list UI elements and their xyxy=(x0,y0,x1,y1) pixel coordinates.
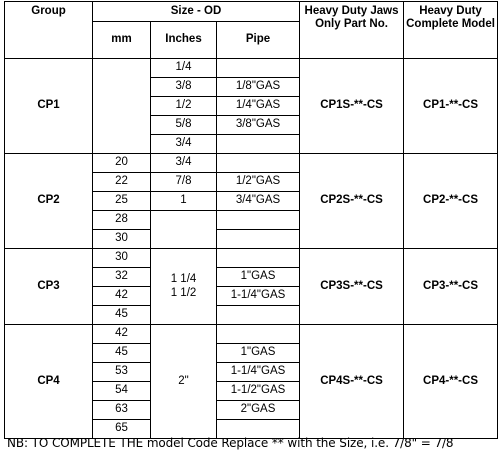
header-pipe: Pipe xyxy=(217,22,300,59)
header-complete-model: Heavy Duty Complete Model xyxy=(404,2,498,59)
pipe-cell xyxy=(217,135,300,154)
group-cp3: CP3 xyxy=(5,249,93,325)
mm-cell: 28 xyxy=(93,211,151,230)
model-cp3: CP3-**-CS xyxy=(404,249,498,325)
pipe-cell: 3/8"GAS xyxy=(217,116,300,135)
mm-cell: 20 xyxy=(93,154,151,173)
part-cp3: CP3S-**-CS xyxy=(300,249,404,325)
mm-cell: 30 xyxy=(93,249,151,268)
mm-cell: 25 xyxy=(93,192,151,211)
pipe-cell: 1"GAS xyxy=(217,268,300,287)
pipe-cell: 1-1/4"GAS xyxy=(217,363,300,382)
pipe-cell xyxy=(217,249,300,268)
mm-cell: 32 xyxy=(93,268,151,287)
inch-cell xyxy=(151,211,217,249)
pipe-cell: 1-1/4"GAS xyxy=(217,287,300,306)
pipe-cell: 2"GAS xyxy=(217,401,300,420)
inch-cell: 7/8 xyxy=(151,173,217,192)
pipe-cell xyxy=(217,154,300,173)
model-cp4: CP4-**-CS xyxy=(404,325,498,439)
header-size-od: Size - OD xyxy=(93,2,300,22)
inch-line: 1 1/2 xyxy=(170,286,197,299)
pipe-cell: 1/8"GAS xyxy=(217,78,300,97)
group-cp2: CP2 xyxy=(5,154,93,249)
mm-cell: 65 xyxy=(93,420,151,439)
header-jaws-part-no: Heavy Duty Jaws Only Part No. xyxy=(300,2,404,59)
size-table xyxy=(4,1,498,439)
mm-cell: 54 xyxy=(93,382,151,401)
mm-cell: 42 xyxy=(93,325,151,344)
inch-cell: 5/8 xyxy=(151,116,217,135)
inch-cell: 1/2 xyxy=(151,97,217,116)
model-cp2: CP2-**-CS xyxy=(404,154,498,249)
group-cp4: CP4 xyxy=(5,325,93,439)
pipe-cell xyxy=(217,306,300,325)
group-cp1: CP1 xyxy=(5,59,93,154)
model-cp1: CP1-**-CS xyxy=(404,59,498,154)
part-cp1: CP1S-**-CS xyxy=(300,59,404,154)
pipe-cell: 1/2"GAS xyxy=(217,173,300,192)
inch-cell: 1 xyxy=(151,192,217,211)
inch-cell-cp3 xyxy=(151,249,217,325)
mm-cell: 45 xyxy=(93,344,151,363)
inch-cell: 1/4 xyxy=(151,59,217,78)
footnote: NB: TO COMPLETE THE model Code Replace ** with the Size, i.e. 7/8" = 7/8 xyxy=(7,436,454,450)
pipe-cell: 3/4"GAS xyxy=(217,192,300,211)
mm-cell xyxy=(93,59,151,154)
mm-cell: 42 xyxy=(93,287,151,306)
mm-cell: 22 xyxy=(93,173,151,192)
header-group: Group xyxy=(5,2,93,59)
mm-cell: 63 xyxy=(93,401,151,420)
inch-line: 1 1/4 xyxy=(170,273,197,286)
mm-cell: 45 xyxy=(93,306,151,325)
header-mm: mm xyxy=(93,22,151,59)
pipe-cell: 1-1/2"GAS xyxy=(217,382,300,401)
inch-cell: 3/4 xyxy=(151,135,217,154)
header-inches: Inches xyxy=(151,22,217,59)
part-cp2: CP2S-**-CS xyxy=(300,154,404,249)
pipe-cell: 1/4"GAS xyxy=(217,97,300,116)
pipe-cell xyxy=(217,59,300,78)
pipe-cell: 1"GAS xyxy=(217,344,300,363)
inch-cell: 3/4 xyxy=(151,154,217,173)
inch-cell-cp4: 2" xyxy=(151,325,217,439)
mm-cell: 53 xyxy=(93,363,151,382)
mm-cell: 30 xyxy=(93,230,151,249)
pipe-cell xyxy=(217,325,300,344)
part-cp4: CP4S-**-CS xyxy=(300,325,404,439)
pipe-cell xyxy=(217,211,300,230)
inch-cell: 3/8 xyxy=(151,78,217,97)
pipe-cell xyxy=(217,230,300,249)
